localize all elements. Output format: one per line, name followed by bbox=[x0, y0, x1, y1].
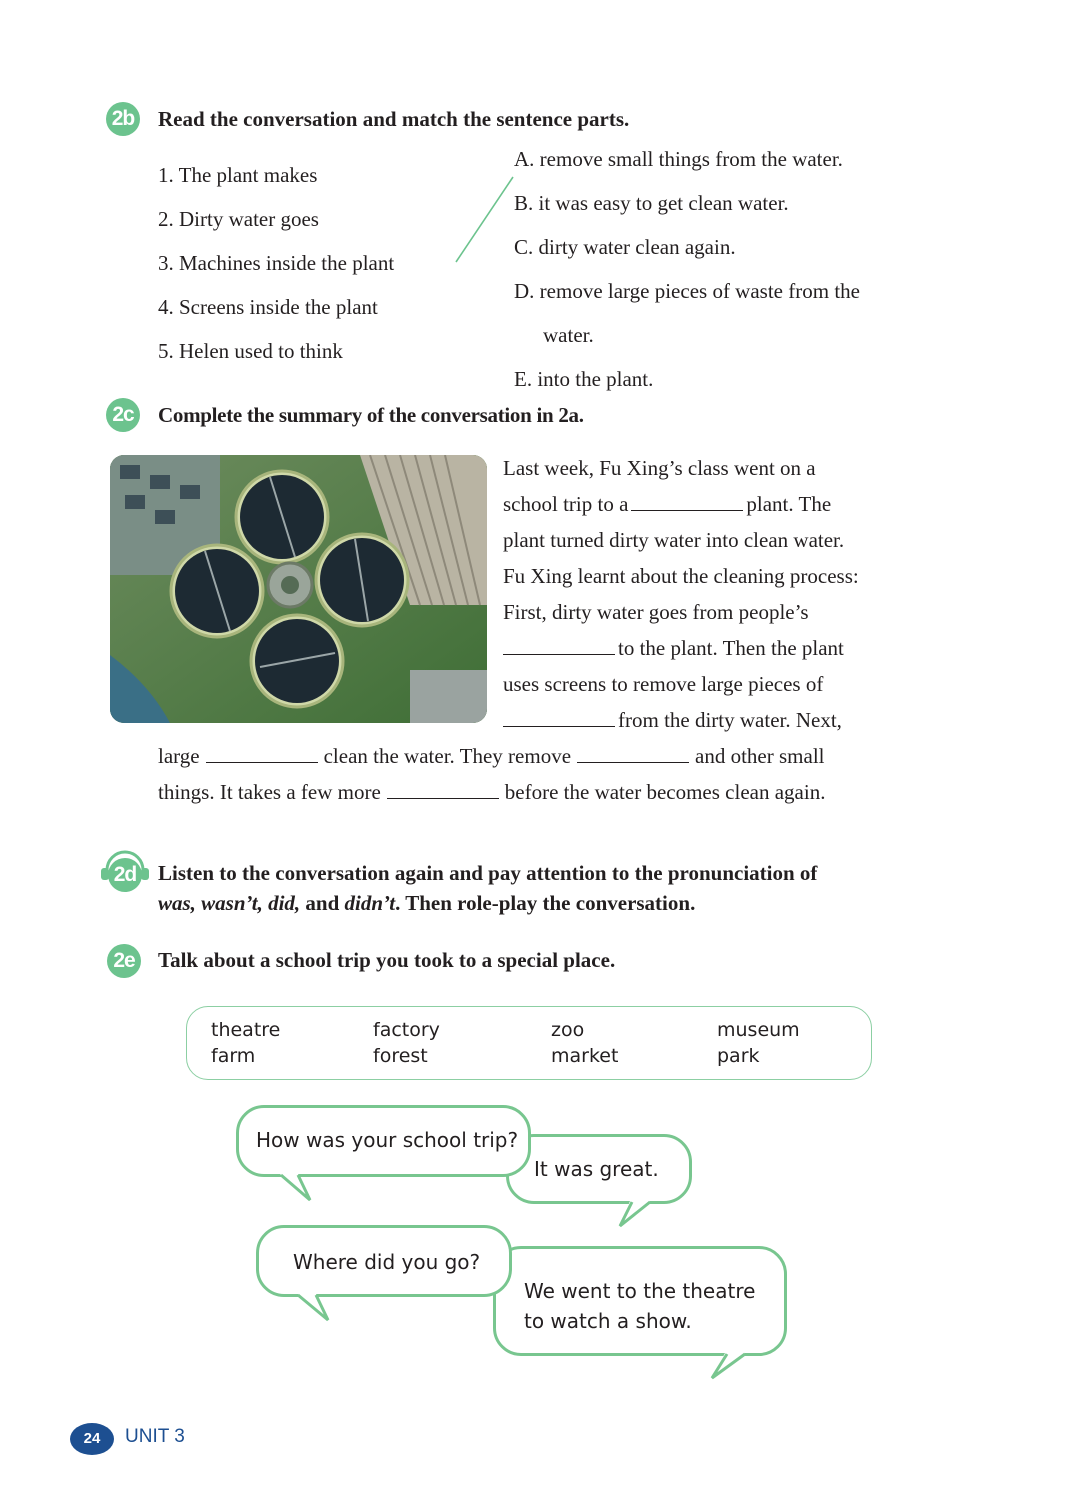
left-item-3: 3. Machines inside the plant bbox=[158, 251, 395, 275]
instruction-2e: Talk about a school trip you took to a special place. bbox=[158, 948, 616, 972]
water-treatment-plant-image bbox=[110, 455, 487, 723]
summary-text: Fu Xing learnt about the cleaning process: bbox=[503, 564, 859, 588]
right-item-e: E. into the plant. bbox=[514, 367, 654, 391]
instruction-2c: Complete the summary of the conversation in 2a. bbox=[158, 403, 584, 427]
match-line bbox=[440, 170, 530, 270]
blank-3[interactable] bbox=[503, 708, 615, 727]
summary-text: before the water becomes clean again. bbox=[504, 780, 826, 804]
blank-6[interactable] bbox=[387, 780, 499, 799]
left-item-1: 1. The plant makes bbox=[158, 163, 318, 187]
summary-line-3 bbox=[503, 528, 844, 553]
summary-text: and other small bbox=[695, 744, 825, 768]
speech-bubble-question-1 bbox=[236, 1105, 531, 1177]
summary-text: large bbox=[158, 744, 200, 768]
summary-line-8 bbox=[500, 708, 842, 733]
summary-text: uses screens to remove large pieces of bbox=[503, 672, 824, 696]
speech-bubble-answer-1 bbox=[506, 1134, 692, 1204]
bubble-text: Where did you go? bbox=[293, 1250, 481, 1274]
instruction-2d-line2 bbox=[158, 888, 695, 918]
right-item-c: C. dirty water clean again. bbox=[514, 235, 736, 259]
section-badge-2d: 2d bbox=[108, 858, 142, 892]
section-badge-2b: 2b bbox=[106, 102, 140, 136]
bubble-text: We went to the theatre bbox=[524, 1279, 756, 1303]
summary-text: Last week, Fu Xing’s class went on a bbox=[503, 456, 816, 480]
bubble-text: How was your school trip? bbox=[256, 1128, 519, 1152]
summary-text: things. It takes a few more bbox=[158, 780, 381, 804]
word: zoo bbox=[551, 1019, 585, 1041]
word: theatre bbox=[211, 1019, 281, 1041]
instruction-2b: Read the conversation and match the sentence parts. bbox=[158, 107, 630, 131]
summary-text: school trip to a bbox=[503, 492, 629, 516]
bubble-tail bbox=[298, 1295, 328, 1320]
bubble-text: to watch a show. bbox=[524, 1309, 692, 1333]
word: factory bbox=[373, 1019, 440, 1041]
word: forest bbox=[373, 1045, 428, 1067]
summary-text: clean the water. They remove bbox=[323, 744, 572, 768]
unit-label: UNIT 3 bbox=[125, 1426, 185, 1447]
conjunction: and bbox=[300, 891, 345, 915]
blank-4[interactable] bbox=[206, 744, 318, 763]
summary-line-5 bbox=[503, 600, 809, 625]
right-item-d-cont: water. bbox=[543, 323, 594, 347]
summary-text: plant turned dirty water into clean water. bbox=[503, 528, 845, 552]
summary-text: First, dirty water goes from people’s bbox=[503, 600, 809, 624]
summary-line-2 bbox=[503, 492, 831, 517]
blank-1[interactable] bbox=[631, 492, 743, 511]
word: park bbox=[717, 1045, 760, 1067]
blank-2[interactable] bbox=[503, 636, 615, 655]
summary-line-6 bbox=[500, 636, 844, 661]
word: museum bbox=[717, 1019, 800, 1041]
bubble-tail bbox=[298, 1294, 328, 1320]
word: farm bbox=[211, 1045, 256, 1067]
instruction-rest: . Then role-play the conversation. bbox=[395, 891, 696, 915]
bubble-tail bbox=[620, 1201, 650, 1226]
blank-5[interactable] bbox=[577, 744, 689, 763]
instruction-2d-line1: Listen to the conversation again and pay attention to the pronunciation of bbox=[158, 861, 818, 885]
target-words: was, wasn’t, did, bbox=[158, 891, 301, 915]
right-item-d: D. remove large pieces of waste from the bbox=[514, 279, 860, 303]
word: market bbox=[551, 1045, 619, 1067]
summary-line-7 bbox=[503, 672, 823, 697]
summary-line-1 bbox=[503, 456, 816, 481]
right-item-b: B. it was easy to get clean water. bbox=[514, 191, 789, 215]
summary-line-9 bbox=[158, 744, 824, 769]
speech-bubble-question-2 bbox=[256, 1225, 512, 1297]
left-item-5: 5. Helen used to think bbox=[158, 339, 343, 363]
bubble-tail bbox=[712, 1354, 745, 1378]
bubble-tail bbox=[620, 1202, 650, 1226]
page-number: 24 bbox=[83, 1430, 101, 1447]
section-badge-2e: 2e bbox=[107, 944, 141, 978]
target-word: didn’t bbox=[344, 891, 396, 915]
word-box bbox=[186, 1006, 872, 1080]
bubble-tail bbox=[712, 1353, 745, 1378]
right-item-a: A. remove small things from the water. bbox=[514, 147, 843, 171]
summary-line-4 bbox=[503, 564, 859, 589]
summary-text: plant. The bbox=[746, 492, 832, 516]
left-item-4: 4. Screens inside the plant bbox=[158, 295, 378, 319]
summary-line-10 bbox=[158, 780, 825, 805]
left-item-2: 2. Dirty water goes bbox=[158, 207, 319, 231]
summary-text: from the dirty water. Next, bbox=[618, 708, 842, 732]
summary-text: to the plant. Then the plant bbox=[618, 636, 844, 660]
section-badge-2c: 2c bbox=[106, 398, 140, 432]
bubble-text: It was great. bbox=[534, 1157, 659, 1181]
bubble-tail bbox=[281, 1175, 310, 1200]
bubble-tail bbox=[280, 1174, 310, 1200]
speech-bubble-answer-2 bbox=[493, 1246, 787, 1356]
